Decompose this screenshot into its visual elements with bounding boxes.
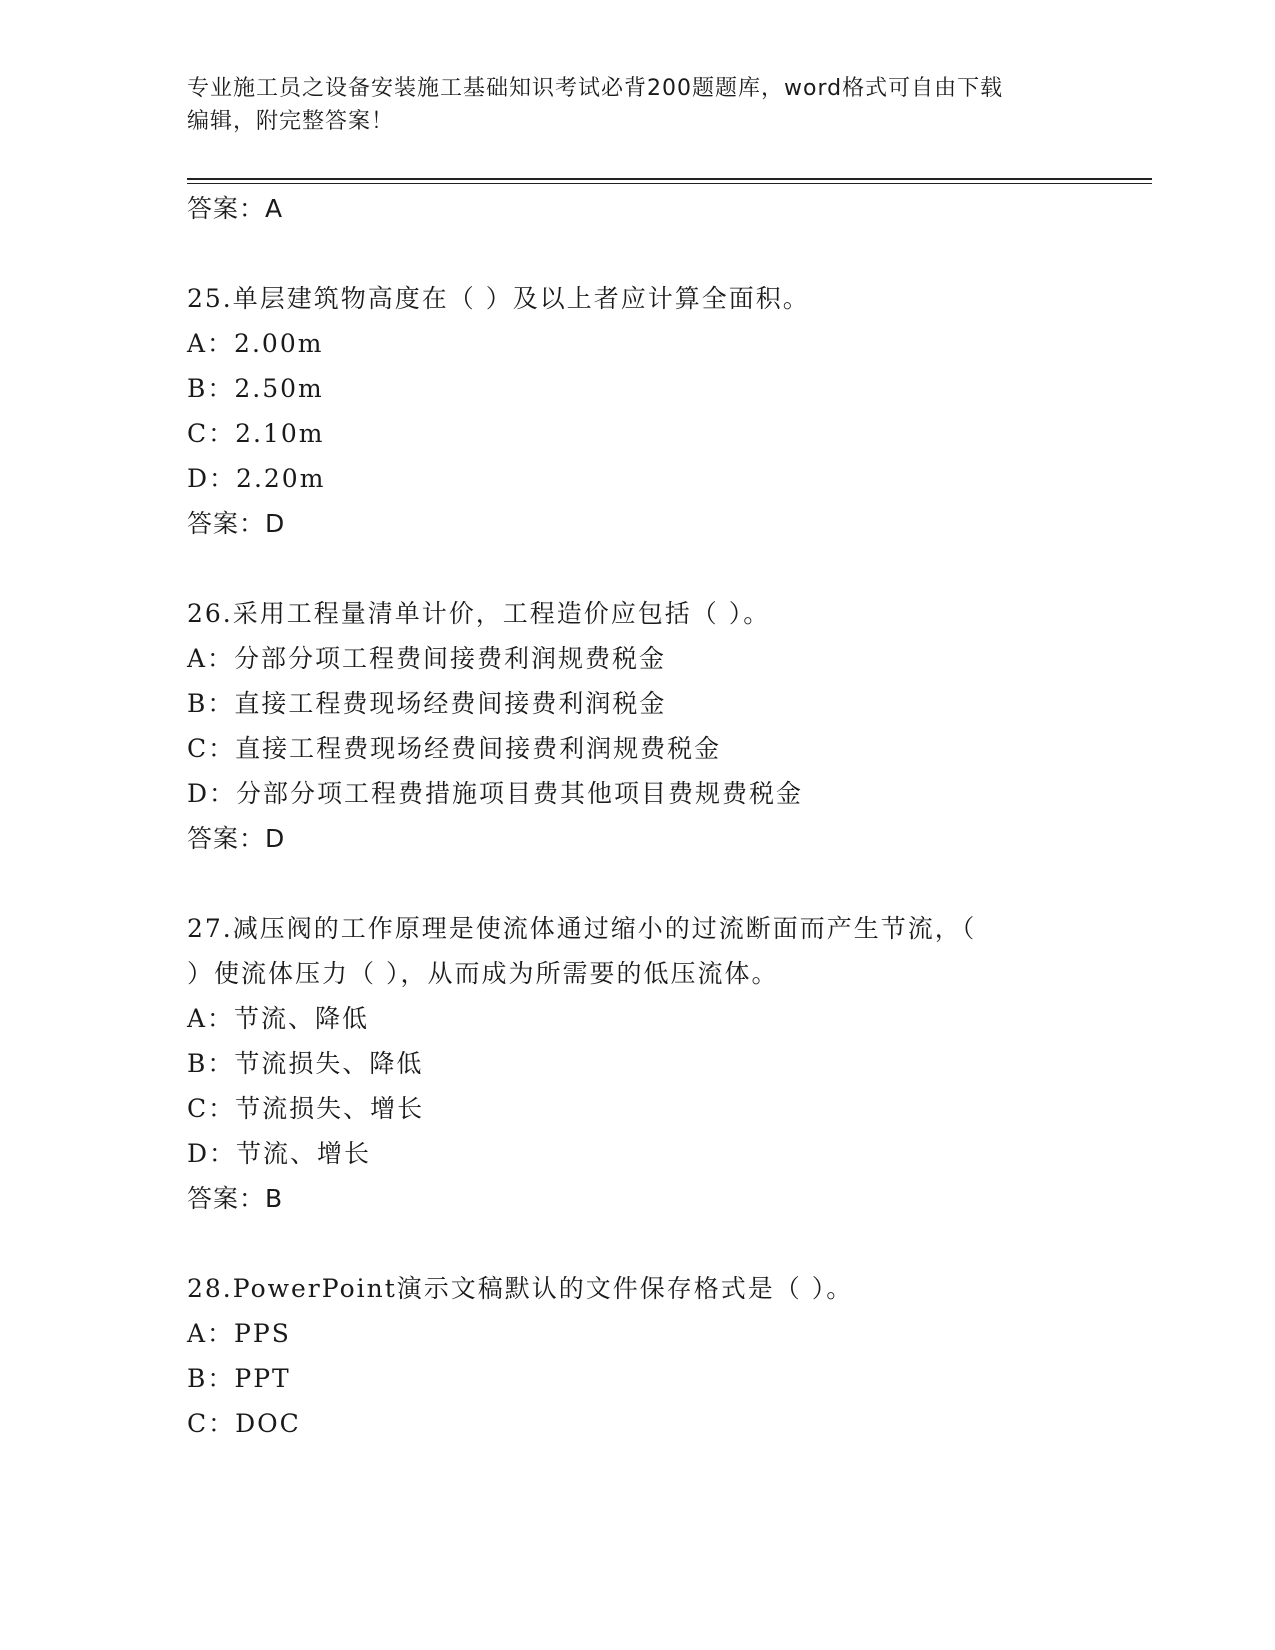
question-27-answer: 答案：B — [187, 1184, 284, 1213]
question-26-option-c: C：直接工程费现场经费间接费利润规费税金 — [187, 734, 722, 763]
question-26-option-b: B：直接工程费现场经费间接费利润税金 — [187, 689, 667, 718]
question-26-option-a: A：分部分项工程费间接费利润规费税金 — [187, 644, 667, 673]
question-27-option-d: D：节流、增长 — [187, 1139, 372, 1168]
question-25-option-b: B：2.50m — [187, 374, 324, 403]
question-25-option-a: A：2.00m — [187, 329, 324, 358]
question-26-stem: 26.采用工程量清单计价，工程造价应包括（ ）。 — [187, 599, 771, 628]
question-25-option-c: C：2.10m — [187, 419, 325, 448]
question-26-option-d: D：分部分项工程费措施项目费其他项目费规费税金 — [187, 779, 804, 808]
question-27-option-c: C：节流损失、增长 — [187, 1094, 425, 1123]
question-27-stem-line-1: 27.减压阀的工作原理是使流体通过缩小的过流断面而产生节流，（ — [187, 914, 977, 943]
document-header — [187, 72, 1067, 138]
question-27-option-a: A：节流、降低 — [187, 1004, 370, 1033]
question-26-answer: 答案：D — [187, 824, 286, 853]
question-25-stem: 25.单层建筑物高度在（ ）及以上者应计算全面积。 — [187, 284, 810, 313]
header-line-1: 专业施工员之设备安装施工基础知识考试必背200题题库，word格式可自由下载 — [187, 76, 1004, 101]
question-28-stem: 28.PowerPoint演示文稿默认的文件保存格式是（ ）。 — [187, 1274, 854, 1303]
question-27-option-b: B：节流损失、降低 — [187, 1049, 424, 1078]
question-27-stem-line-2: ）使流体压力（ ），从而成为所需要的低压流体。 — [187, 959, 779, 988]
question-28-option-c: C：DOC — [187, 1409, 301, 1438]
question-25-answer: 答案：D — [187, 509, 286, 538]
question-28-option-a: A：PPS — [187, 1319, 291, 1348]
header-rule-thin — [187, 183, 1152, 184]
answer-previous: 答案：A — [187, 194, 284, 223]
header-line-2: 编辑，附完整答案！ — [187, 109, 395, 134]
question-28-option-b: B：PPT — [187, 1364, 291, 1393]
header-rule-thick — [187, 178, 1152, 180]
question-25-option-d: D：2.20m — [187, 464, 326, 493]
